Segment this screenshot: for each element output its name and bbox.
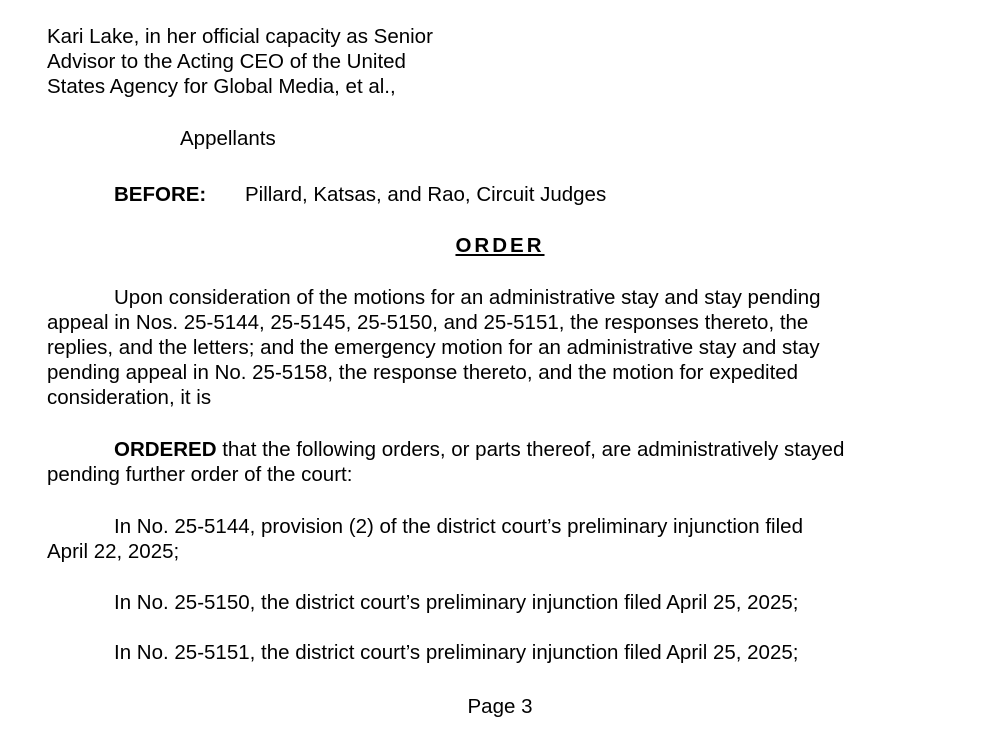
paragraph-line: replies, and the letters; and the emergency motion for an administrative stay and stay [47,336,820,359]
order-item-line: April 22, 2025; [47,540,180,563]
caption-line: Advisor to the Acting CEO of the United [47,50,406,73]
panel-judges: Pillard, Katsas, and Rao, Circuit Judges [245,183,607,206]
paragraph-line: pending further order of the court: [47,463,353,486]
order-title: ORDER [455,234,545,257]
caption-line: States Agency for Global Media, et al., [47,75,396,98]
ordered-keyword: ORDERED [114,438,217,461]
before-label: BEFORE: [114,183,207,206]
party-role: Appellants [180,127,276,150]
paragraph-line: pending appeal in No. 25-5158, the response thereto, and the motion for expedited [47,361,799,384]
order-item-line: In No. 25-5150, the district court’s preliminary injunction filed April 25, 2025; [114,591,799,614]
caption-line: Kari Lake, in her official capacity as Senior [47,25,433,48]
order-item-line: In No. 25-5144, provision (2) of the district court’s preliminary injunction filed [114,515,803,538]
paragraph-line: consideration, it is [47,386,212,409]
paragraph-line: appeal in Nos. 25-5144, 25-5145, 25-5150, and 25-5151, the responses thereto, the [47,311,809,334]
ordered-text: that the following orders, or parts thereof, are administratively stayed [216,438,845,461]
order-item-line: In No. 25-5151, the district court’s preliminary injunction filed April 25, 2025; [114,641,799,664]
paragraph-line: Upon consideration of the motions for an administrative stay and stay pending [114,286,821,309]
ordered-line [114,437,844,462]
page-number: Page 3 [467,695,533,718]
